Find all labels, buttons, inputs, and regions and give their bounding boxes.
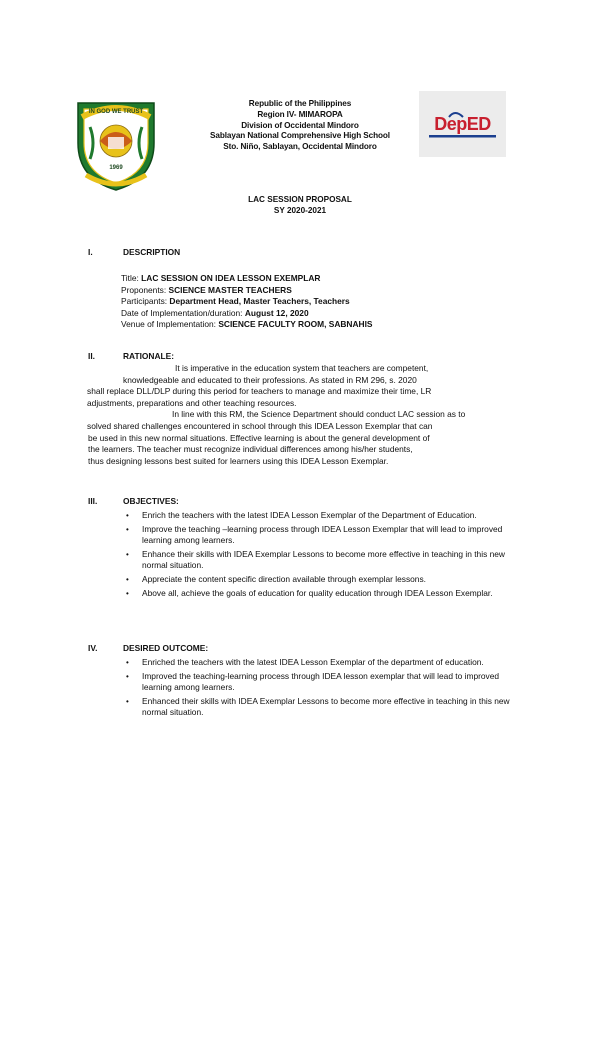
section-number: III.: [88, 496, 98, 506]
bullet-icon: •: [126, 549, 129, 559]
bullet-icon: •: [126, 696, 129, 706]
title-line-1: LAC SESSION PROPOSAL: [248, 195, 352, 204]
bullet-icon: •: [126, 511, 129, 520]
text-line: thus designing lessons best suited for learners using this IDEA Lesson Exemplar.: [88, 455, 389, 466]
section-heading: [88, 351, 528, 363]
text-line: solved shared challenges encountered in school through this IDEA Lesson Exemplar that can: [87, 420, 433, 431]
field-venue: Venue of Implementation: SCIENCE FACULTY ROOM, SABNAHIS: [121, 319, 373, 330]
section-title: RATIONALE:: [123, 351, 175, 361]
proposal-title: [170, 194, 430, 217]
section-number: I.: [88, 247, 93, 257]
bullet-icon: •: [126, 671, 129, 681]
description-fields: [121, 273, 528, 331]
field-proponents: Proponents: SCIENCE MASTER TEACHERS: [121, 284, 292, 295]
rationale-paragraph-2: [88, 409, 500, 467]
title-line-2: SY 2020-2021: [273, 206, 327, 216]
outcome-list: [126, 657, 528, 719]
bullet-icon: •: [126, 588, 129, 598]
deped-logo: [419, 91, 506, 157]
bullet-icon: •: [126, 574, 129, 584]
list-item: • Above all, achieve the goals of education for quality education through IDEA Lesson Exemplar.: [126, 587, 493, 598]
header-line: Sablayan National Comprehensive High School: [210, 131, 390, 141]
field-title: Title: LAC SESSION ON IDEA LESSON EXEMPLAR: [121, 273, 321, 283]
list-item: • Enhance their skills with IDEA Exemplar Lessons to become more effective in teaching in this new normal situation.: [126, 548, 505, 571]
list-item: • Improved the teaching-learning process through IDEA lesson exemplar that will lead to improved learning among learners.: [126, 670, 500, 693]
rationale-paragraph-1: [87, 363, 529, 409]
text-line: knowledgeable and educated to their professions. As stated in RM 296, s. 2020: [123, 374, 417, 385]
header-line: Region IV- MIMAROPA: [257, 109, 343, 119]
objectives-list: [126, 510, 528, 599]
field-participants: Participants: Department Head, Master Teachers, Teachers: [121, 296, 350, 307]
text-line: It is imperative in the education system that teachers are competent,: [175, 363, 429, 373]
section-number: II.: [88, 351, 95, 361]
header-line: Sto. Niño, Sablayan, Occidental Mindoro: [223, 142, 377, 152]
seal-year-text: 1969: [109, 165, 123, 171]
header-line: Republic of the Philippines: [248, 99, 352, 108]
list-item: • Enriched the teachers with the latest IDEA Lesson Exemplar of the department of education.: [126, 657, 484, 667]
bullet-icon: •: [126, 524, 129, 534]
deped-logo-text: DepED: [434, 114, 491, 134]
seal-motto-text: IN GOD WE TRUST: [88, 109, 144, 115]
list-item: • Improve the teaching –learning process through IDEA Lesson Exemplar that will lead to improved learning among learners.: [126, 523, 503, 546]
text-line: In line with this RM, the Science Department should conduct LAC session as to: [172, 409, 466, 420]
field-date: Date of Implementation/duration: August 12, 2020: [121, 307, 309, 318]
header-address-block: [170, 99, 430, 153]
list-item: • Enrich the teachers with the latest IDEA Lesson Exemplar of the Department of Education.: [126, 510, 477, 520]
header-line: Division of Occidental Mindoro: [241, 120, 359, 130]
section-number: IV.: [88, 643, 98, 653]
list-item: • Enhanced their skills with IDEA Exemplar Lessons to become more effective in teaching in this new normal situation.: [126, 695, 510, 718]
section-heading: [88, 496, 528, 508]
text-line: adjustments, preparations and other teaching resources.: [87, 397, 297, 408]
section-title: OBJECTIVES:: [123, 496, 179, 506]
list-item: • Appreciate the content specific direction available through exemplar lessons.: [126, 573, 426, 584]
section-objectives: [88, 496, 528, 601]
section-heading: [88, 247, 528, 259]
school-seal-logo: [68, 97, 164, 193]
section-desired-outcome: [88, 643, 528, 721]
section-title: DESIRED OUTCOME:: [123, 643, 209, 653]
text-line: the learners. The teacher must recognize individual differences among his/her students,: [88, 444, 413, 455]
section-title: DESCRIPTION: [123, 247, 181, 257]
text-line: be used in this new normal situations. Effective learning is about the general development of: [88, 432, 430, 443]
bullet-icon: •: [126, 658, 129, 667]
section-heading: [88, 643, 528, 655]
section-description: [88, 247, 528, 331]
section-rationale: [88, 351, 528, 467]
text-line: shall replace DLL/DLP during this period for teachers to manage and maximize their time, LR: [87, 386, 432, 397]
